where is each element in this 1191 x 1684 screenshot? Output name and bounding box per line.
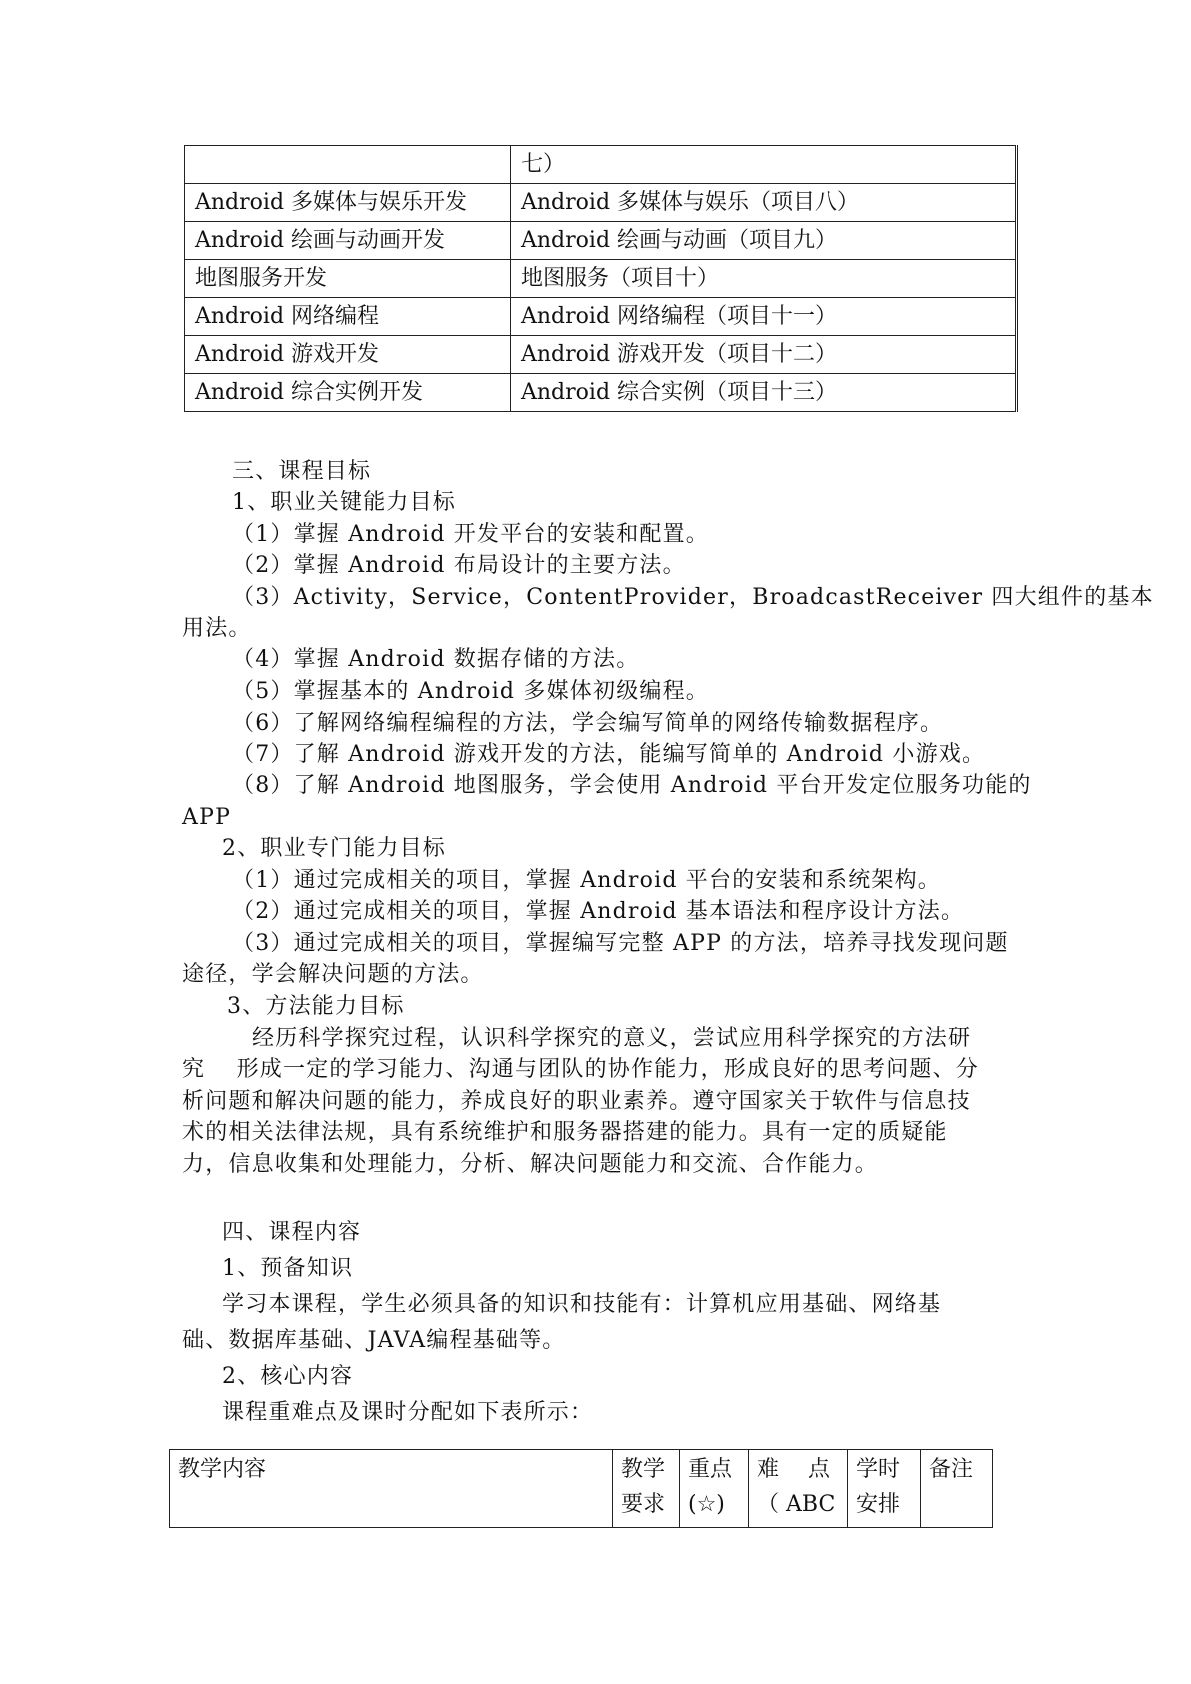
sub-heading-core: 2、核心内容 [222,1364,354,1389]
goal-item-cont: APP [182,805,232,830]
goal-item: （3）Activity，Service，ContentProvider，BroadcastReceiver 四大组件的基本 [232,585,1154,610]
course-module-cell: Android 游戏开发 [185,336,511,374]
goal-item: （2）通过完成相关的项目，掌握 Android 基本语法和程序设计方法。 [232,899,965,924]
table-header-cell: 难 点 （ ABC [749,1450,848,1528]
prep-paragraph-line: 础、数据库基础、JAVA编程基础等。 [182,1328,566,1353]
sub-heading-key-ability: 1、职业关键能力目标 [232,490,456,515]
project-cell: Android 网络编程（项目十一） [511,298,1017,336]
section-3-title: 三、课程目标 [232,459,372,484]
project-cell: Android 绘画与动画（项目九） [511,222,1017,260]
table-row [185,374,1017,412]
goal-item: （6）了解网络编程编程的方法，学会编写简单的网络传输数据程序。 [232,711,944,736]
table-header-cell: 教学内容 [170,1450,613,1528]
course-module-cell [185,146,511,184]
method-paragraph-line: 力，信息收集和处理能力，分析、解决问题能力和交流、合作能力。 [182,1152,879,1177]
sub-heading-prep: 1、预备知识 [222,1256,354,1281]
table-header-cell: 教学 要求 [613,1450,680,1528]
goal-item: （1）通过完成相关的项目，掌握 Android 平台的安装和系统架构。 [232,868,942,893]
project-cell: Android 多媒体与娱乐（项目八） [511,184,1017,222]
course-module-cell: Android 绘画与动画开发 [185,222,511,260]
goal-item: （5）掌握基本的 Android 多媒体初级编程。 [232,679,710,704]
course-module-cell: Android 网络编程 [185,298,511,336]
table-row [185,336,1017,374]
table-row [185,184,1017,222]
prep-paragraph-line: 学习本课程，学生必须具备的知识和技能有：计算机应用基础、网络基 [222,1292,942,1317]
project-cell: 七） [511,146,1017,184]
project-cell: 地图服务（项目十） [511,260,1017,298]
goal-item: （7）了解 Android 游戏开发的方法，能编写简单的 Android 小游戏。 [232,742,986,767]
goal-item-cont: 用法。 [182,616,252,641]
sub-heading-method-ability: 3、方法能力目标 [227,994,405,1019]
method-paragraph-line: 究 形成一定的学习能力、沟通与团队的协作能力，形成良好的思考问题、分 [182,1057,979,1082]
table-row [185,222,1017,260]
hours-table [169,1449,993,1528]
goal-item: （1）掌握 Android 开发平台的安装和配置。 [232,522,710,547]
course-module-cell: Android 多媒体与娱乐开发 [185,184,511,222]
method-paragraph-line: 术的相关法律法规，具有系统维护和服务器搭建的能力。具有一定的质疑能 [182,1120,948,1145]
table-intro: 课程重难点及课时分配如下表所示： [222,1400,594,1425]
project-table [184,145,1018,412]
project-cell: Android 综合实例（项目十三） [511,374,1017,412]
goal-item: （2）掌握 Android 布局设计的主要方法。 [232,553,686,578]
course-module-cell: Android 综合实例开发 [185,374,511,412]
course-module-cell: 地图服务开发 [185,260,511,298]
table-row [185,146,1017,184]
project-cell: Android 游戏开发（项目十二） [511,336,1017,374]
table-row [185,298,1017,336]
goal-item: （4）掌握 Android 数据存储的方法。 [232,647,640,672]
section-4-title: 四、课程内容 [222,1220,362,1245]
sub-heading-special-ability: 2、职业专门能力目标 [222,836,446,861]
table-header-cell: 学时 安排 [848,1450,921,1528]
goal-item-cont: 途径，学会解决问题的方法。 [182,962,484,987]
method-paragraph-line: 析问题和解决问题的能力，养成良好的职业素养。遵守国家关于软件与信息技 [182,1089,971,1114]
table-row [185,260,1017,298]
table-header-cell: 备注 [921,1450,993,1528]
method-paragraph-line: 经历科学探究过程，认识科学探究的意义，尝试应用科学探究的方法研 [252,1026,972,1051]
goal-item: （8）了解 Android 地图服务，学会使用 Android 平台开发定位服务功能的 [232,773,1032,798]
goal-item: （3）通过完成相关的项目，掌握编写完整 APP 的方法，培养寻找发现问题 [232,931,1009,956]
table-header-cell: 重点 (☆) [680,1450,749,1528]
table-header-row [170,1450,993,1528]
